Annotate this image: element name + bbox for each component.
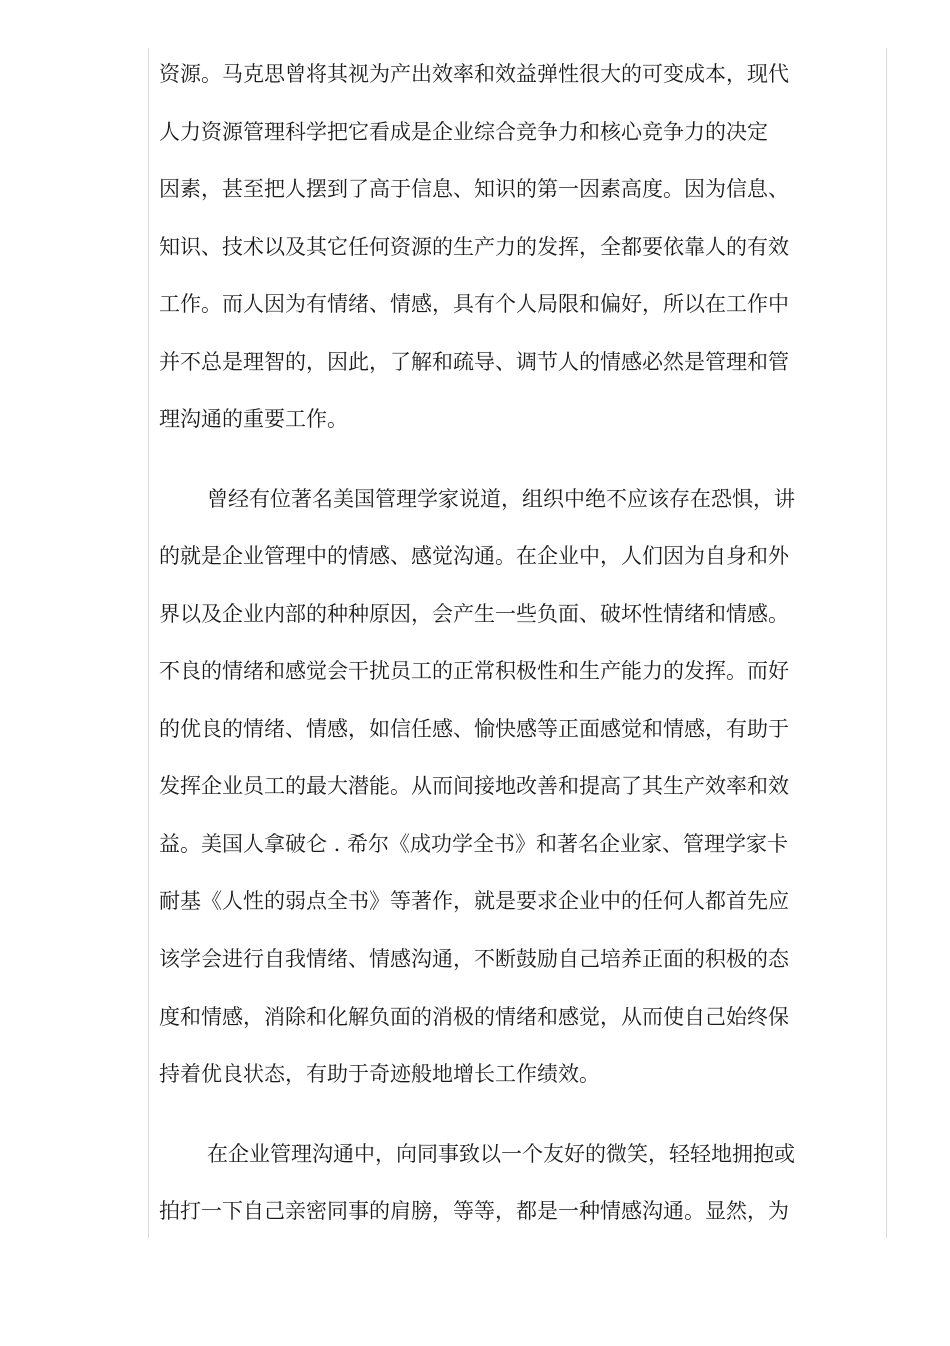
text-line: 该学会进行自我情绪、情感沟通，不断鼓励自己培养正面的积极的态 xyxy=(159,947,789,971)
text-line: 人力资源管理科学把它看成是企业综合竞争力和核心竞争力的决定 xyxy=(159,120,768,144)
text-line: 的就是企业管理中的情感、感觉沟通。在企业中，人们因为自身和外 xyxy=(159,544,789,568)
text-line: 曾经有位著名美国管理学家说道，组织中绝不应该存在恐惧，讲 xyxy=(207,487,795,511)
text-line: 耐基《人性的弱点全书》等著作，就是要求企业中的任何人都首先应 xyxy=(159,889,789,913)
text-line: 并不总是理智的，因此，了解和疏导、调节人的情感必然是管理和管 xyxy=(159,350,789,374)
text-line: 持着优良状态，有助于奇迹般地增长工作绩效。 xyxy=(159,1062,600,1086)
text-line: 在企业管理沟通中，向同事致以一个友好的微笑，轻轻地拥抱或 xyxy=(207,1142,795,1166)
text-line: 的优良的情绪、情感，如信任感、愉快感等正面感觉和情感，有助于 xyxy=(159,717,789,741)
text-line: 不良的情绪和感觉会干扰员工的正常积极性和生产能力的发挥。而好 xyxy=(159,659,789,683)
page-margin-left xyxy=(148,48,149,1238)
page-margin-right xyxy=(886,48,887,1238)
text-line: 理沟通的重要工作。 xyxy=(159,407,348,431)
text-line: 界以及企业内部的种种原因，会产生一些负面、破坏性情绪和情感。 xyxy=(159,602,789,626)
text-line: 发挥企业员工的最大潜能。从而间接地改善和提高了其生产效率和效 xyxy=(159,774,789,798)
text-line: 拍打一下自己亲密同事的肩膀，等等，都是一种情感沟通。显然，为 xyxy=(159,1199,789,1223)
text-line: 因素，甚至把人摆到了高于信息、知识的第一因素高度。因为信息、 xyxy=(159,177,789,201)
text-line: 知识、技术以及其它任何资源的生产力的发挥，全都要依靠人的有效 xyxy=(159,235,789,259)
text-line: 资源。马克思曾将其视为产出效率和效益弹性很大的可变成本，现代 xyxy=(159,62,789,86)
text-line: 度和情感，消除和化解负面的消极的情绪和感觉，从而使自己始终保 xyxy=(159,1005,789,1029)
text-line: 益。美国人拿破仑 . 希尔《成功学全书》和著名企业家、管理学家卡 xyxy=(159,832,789,856)
text-line: 工作。而人因为有情绪、情感，具有个人局限和偏好，所以在工作中 xyxy=(159,292,789,316)
